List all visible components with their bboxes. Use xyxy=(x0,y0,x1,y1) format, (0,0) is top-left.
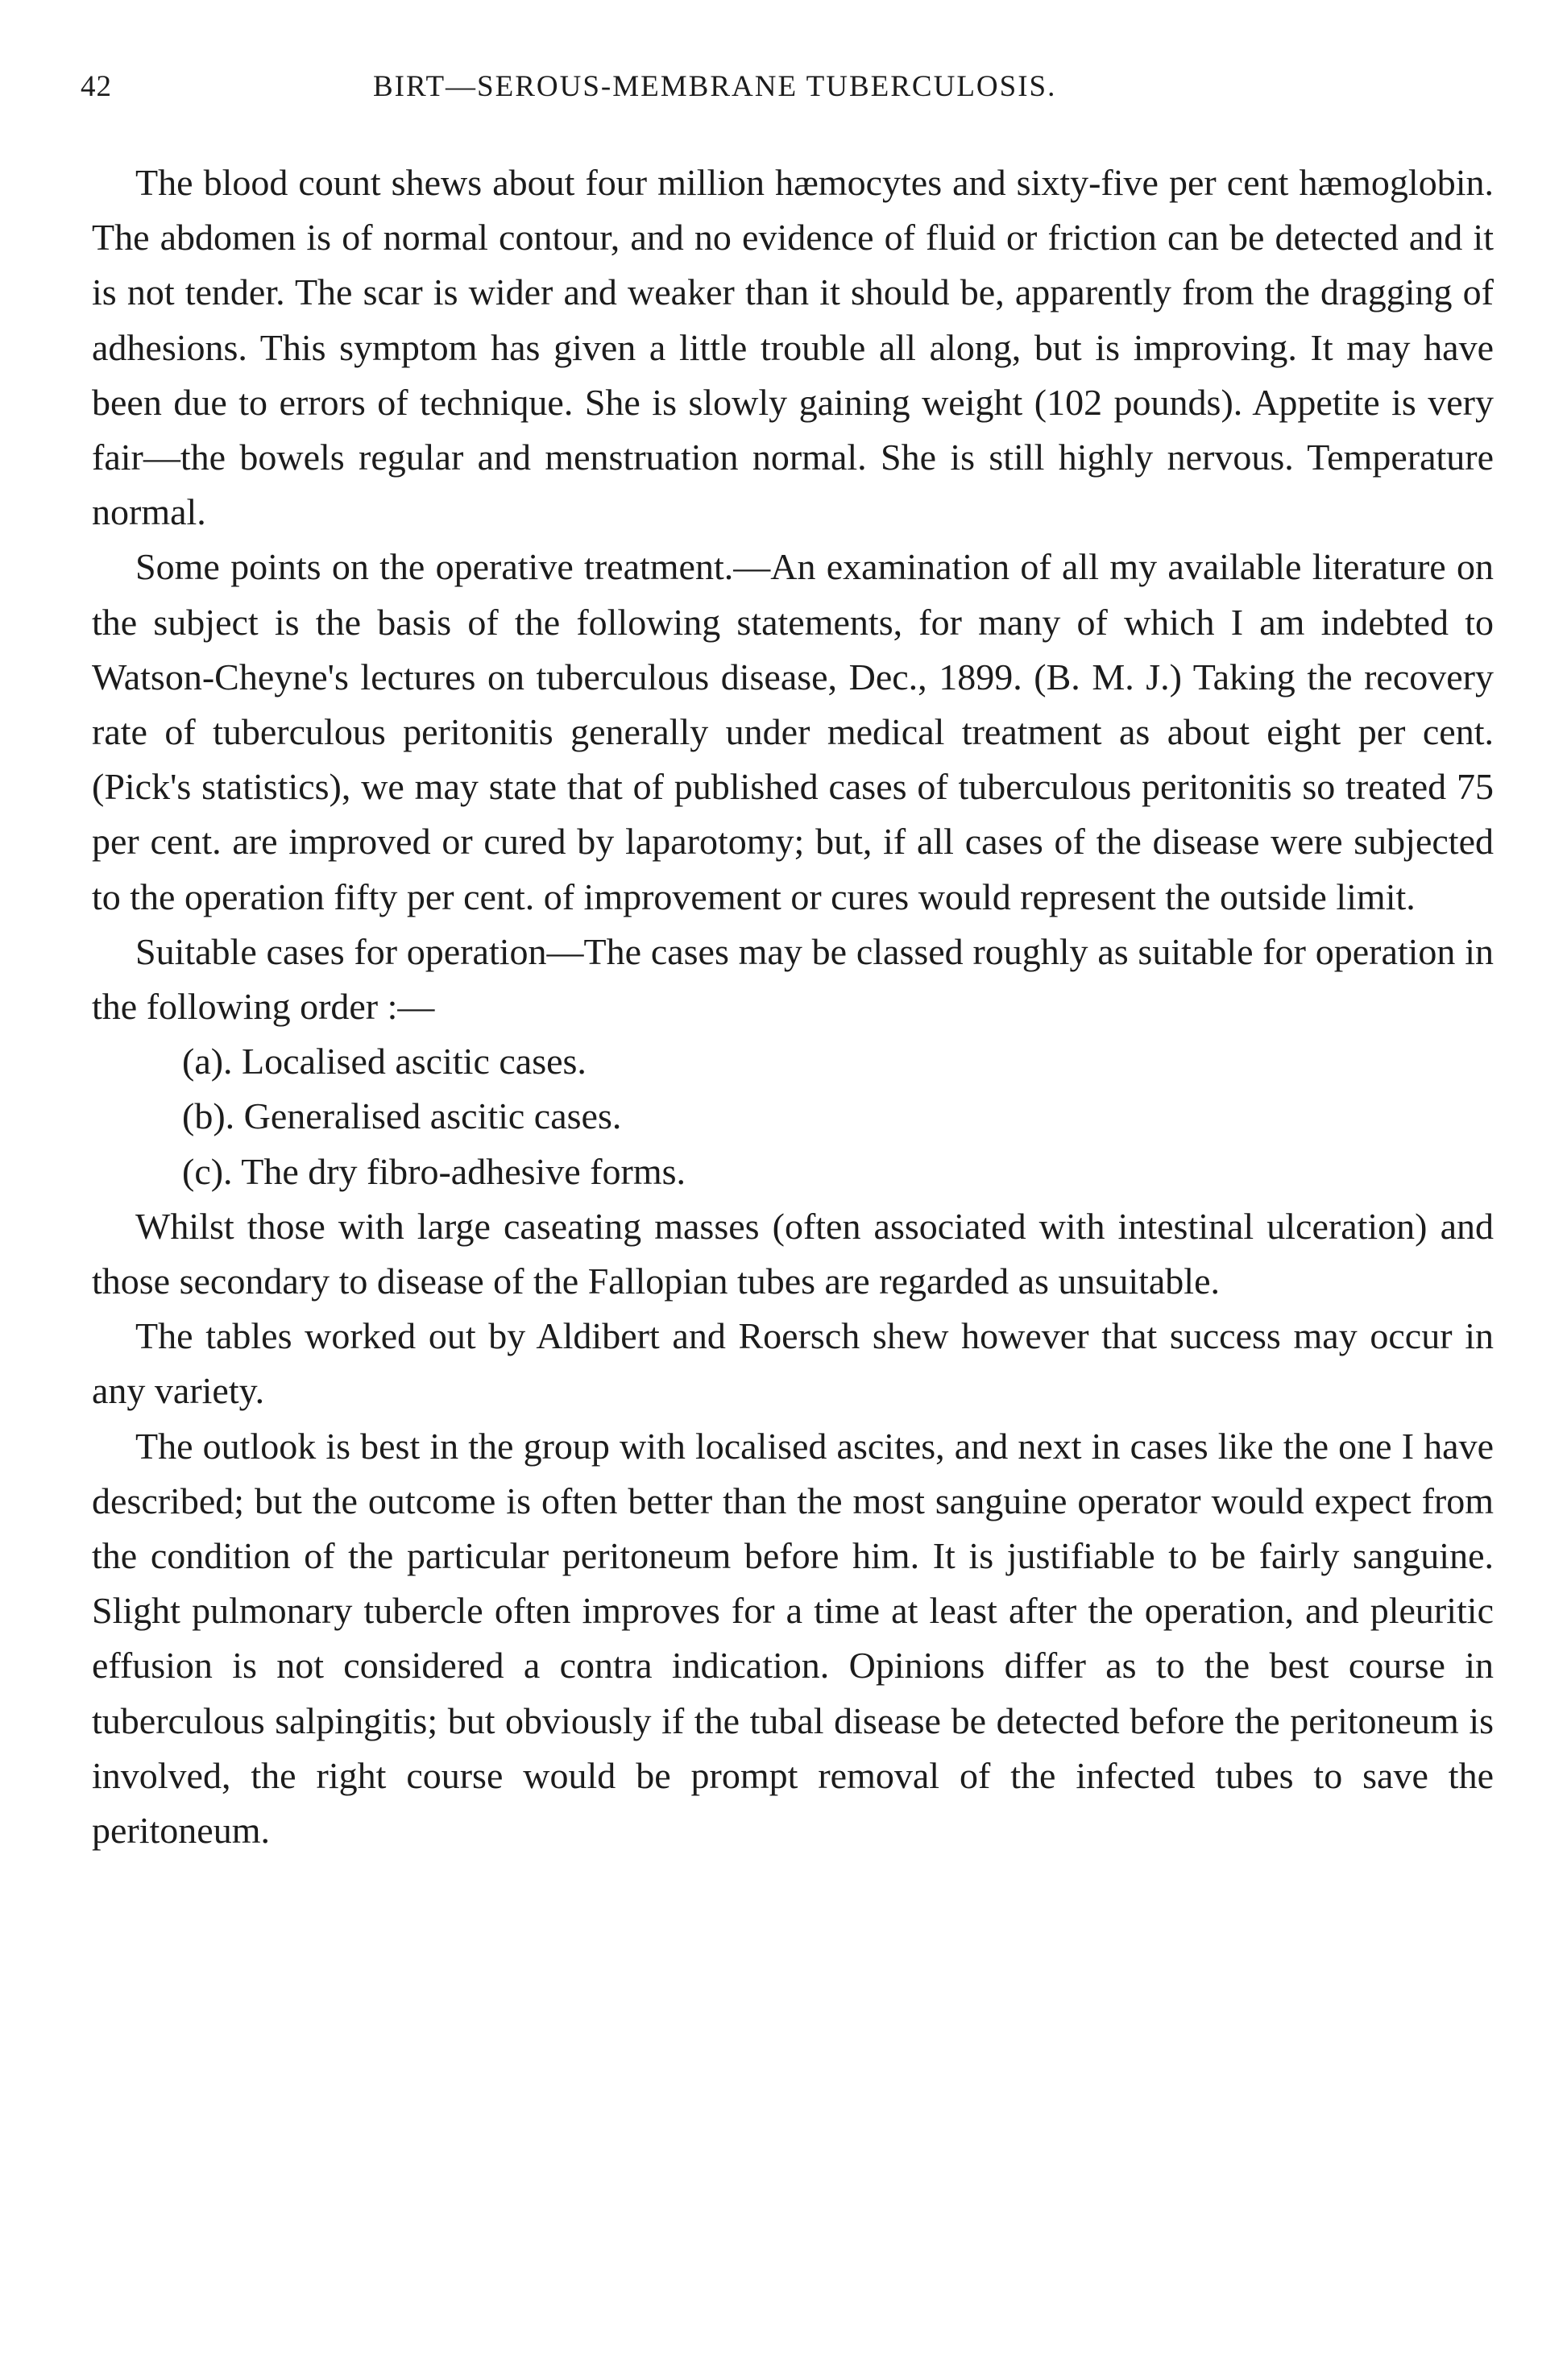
paragraph-operative-treatment xyxy=(92,540,1494,924)
paragraph-unsuitable-cases: Whilst those with large caseating masses (often associated with intestinal ulceration) and those secondary to disease of the Fallopian tubes are regarded as unsuitable. xyxy=(92,1205,1494,1302)
paragraph-tables: The tables worked out by Aldibert and Roersch shew however that success may occur in any variety. xyxy=(92,1315,1494,1412)
list-item: (a). Localised ascitic cases. xyxy=(182,1041,587,1082)
running-header xyxy=(81,69,1499,118)
paragraph-suitable-cases xyxy=(92,925,1494,1034)
body-text xyxy=(92,155,1494,1858)
running-title: BIRT—SEROUS-MEMBRANE TUBERCULOSIS. xyxy=(373,70,1057,103)
paragraph-case-report: The blood count shews about four million hæmocytes and sixty-five per cent hæmoglobin. The abdomen is of normal contour, and no evidence of fluid or friction can be detected and it is not tender. The scar is wider and weaker than it should be, apparently from the dragging of adhesions. This symptom has given a little trouble all along, but is improving. It may have been due to errors of technique. She is slowly gaining weight (102 pounds). Appetite is very fair—the bowels regular and menstruation normal. She is still highly nervous. Temperature normal. xyxy=(92,162,1494,533)
paragraph-outlook: The outlook is best in the group with localised ascites, and next in cases like the one I have described; but the outcome is often better than the most sanguine operator would expect from the condition of the particular peritoneum before him. It is justifiable to be fairly sanguine. Slight pulmonary tubercle often improves for a time at least after the operation, and pleuritic effusion is not considered a contra indication. Opinions differ as to the best course in tuberculous salpingitis; but obviously if the tubal disease be detected before the peritoneum is involved, the right course would be prompt removal of the infected tubes to save the peritoneum. xyxy=(92,1425,1494,1852)
suitable-cases-heading: Suitable cases for operation xyxy=(135,930,547,972)
suitable-cases-list xyxy=(92,1034,1494,1199)
list-item: (c). The dry fibro-adhesive forms. xyxy=(182,1150,686,1192)
operative-treatment-text: —An examination of all my available literature on the subject is the basis of the following statements, for many of which I am indebted to Watson-Cheyne's lectures on tuberculous disease, Dec., 1899. (B. M. J.) Taking the recovery rate of tuberculous peritonitis generally under medical treatment as about eight per cent. (Pick's statistics), we may state that of published cases of tuberculous peritonitis so treated 75 per cent. are improved or cured by laparotomy; but, if all cases of the disease were subjected to the operation fifty per cent. of improvement or cures would represent the outside limit. xyxy=(92,546,1494,917)
page-number: 42 xyxy=(81,70,112,103)
operative-treatment-heading: Some points on the operative treatment. xyxy=(135,546,734,588)
list-item: (b). Generalised ascitic cases. xyxy=(182,1095,622,1137)
suitable-cases-text: —The cases may be classed roughly as suitable for operation in the following order :— xyxy=(92,930,1494,1028)
